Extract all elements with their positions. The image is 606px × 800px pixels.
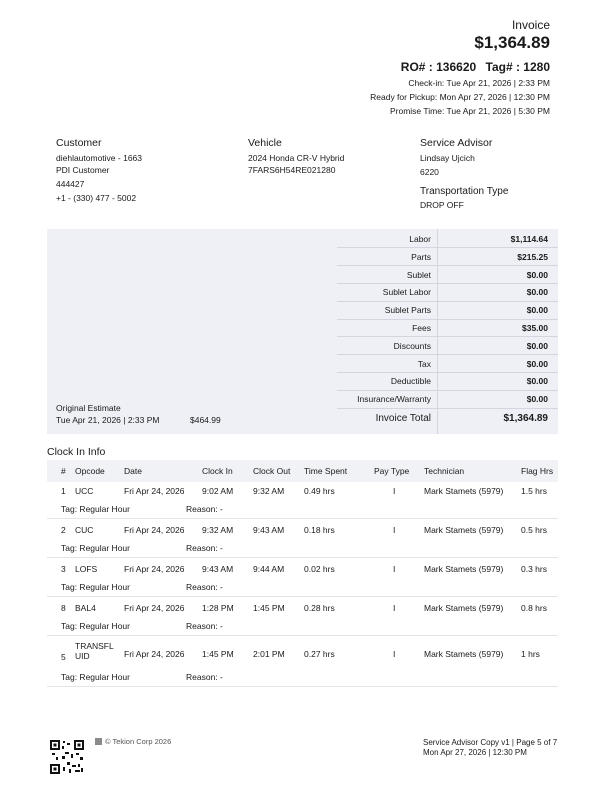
original-estimate-amount: $464.99 bbox=[190, 415, 221, 425]
col-opcode: Opcode bbox=[75, 466, 105, 476]
summary-row bbox=[47, 372, 558, 390]
row-clock-in: 1:45 PM bbox=[202, 649, 234, 659]
row-time-spent: 0.18 hrs bbox=[304, 525, 335, 535]
col-clock-out: Clock Out bbox=[253, 466, 291, 476]
tag-number: Tag# : 1280 bbox=[485, 60, 550, 74]
row-time-spent: 0.49 hrs bbox=[304, 486, 335, 496]
invoice-total-label: Invoice Total bbox=[375, 413, 431, 424]
row-divider bbox=[47, 686, 558, 687]
customer-heading: Customer bbox=[56, 137, 102, 149]
invoice-label: Invoice bbox=[511, 18, 550, 32]
row-reason: Reason: - bbox=[186, 543, 223, 553]
row-tag: Tag: Regular Hour bbox=[61, 543, 130, 553]
row-opcode: BAL4 bbox=[75, 603, 96, 613]
row-flag-hrs: 0.8 hrs bbox=[521, 603, 547, 613]
row-clock-out: 2:01 PM bbox=[253, 649, 285, 659]
row-flag-hrs: 1.5 hrs bbox=[521, 486, 547, 496]
service-advisor-number: 6220 bbox=[420, 167, 439, 177]
row-tag: Tag: Regular Hour bbox=[61, 621, 130, 631]
row-reason: Reason: - bbox=[186, 621, 223, 631]
customer-type: PDI Customer bbox=[56, 165, 110, 175]
check-in-time: Check-in: Tue Apr 21, 2026 | 2:33 PM bbox=[408, 78, 550, 88]
row-flag-hrs: 1 hrs bbox=[521, 649, 540, 659]
promise-time: Promise Time: Tue Apr 21, 2026 | 5:30 PM bbox=[389, 106, 550, 116]
summary-row-label: Sublet Labor bbox=[382, 287, 431, 298]
row-time-spent: 0.27 hrs bbox=[304, 649, 335, 659]
col-flag-hrs: Flag Hrs bbox=[521, 466, 554, 476]
row-clock-out: 9:44 AM bbox=[253, 564, 285, 574]
row-clock-in: 9:43 AM bbox=[202, 564, 234, 574]
original-estimate-date: Tue Apr 21, 2026 | 2:33 PM bbox=[56, 415, 160, 425]
footer-page-info: Service Advisor Copy v1 | Page 5 of 7 bbox=[423, 738, 558, 747]
row-number: 2 bbox=[61, 525, 66, 535]
summary-row-separator bbox=[337, 408, 558, 409]
row-time-spent: 0.28 hrs bbox=[304, 603, 335, 613]
col-pay-type: Pay Type bbox=[374, 466, 410, 476]
row-opcode: LOFS bbox=[75, 564, 98, 574]
row-number: 3 bbox=[61, 564, 66, 574]
row-opcode: CUC bbox=[75, 525, 94, 535]
col-number: # bbox=[61, 466, 66, 476]
summary-row-value: $0.00 bbox=[526, 394, 548, 405]
row-technician: Mark Stamets (5979) bbox=[424, 649, 504, 659]
summary-row bbox=[47, 355, 558, 373]
service-advisor-name: Lindsay Ujcich bbox=[420, 153, 475, 163]
row-reason: Reason: - bbox=[186, 672, 223, 682]
summary-row bbox=[47, 283, 558, 301]
summary-row-value: $0.00 bbox=[526, 376, 548, 387]
row-number: 1 bbox=[61, 486, 66, 496]
transportation-type-heading: Transportation Type bbox=[420, 186, 509, 197]
customer-name: diehlautomotive - 1663 bbox=[56, 153, 143, 163]
row-clock-in: 9:32 AM bbox=[202, 525, 234, 535]
row-clock-in: 1:28 PM bbox=[202, 603, 234, 613]
summary-row-label: Sublet Parts bbox=[384, 305, 431, 316]
row-time-spent: 0.02 hrs bbox=[304, 564, 335, 574]
summary-row-value: $0.00 bbox=[526, 287, 548, 298]
row-date: Fri Apr 24, 2026 bbox=[124, 564, 185, 574]
summary-row-value: $1,114.64 bbox=[510, 234, 548, 244]
summary-row bbox=[47, 390, 558, 408]
summary-row-label: Parts bbox=[411, 251, 431, 262]
invoice-total-amount: $1,364.89 bbox=[474, 33, 550, 52]
col-date: Date bbox=[124, 466, 142, 476]
footer-brand-text: © Tekion Corp 2026 bbox=[105, 737, 172, 746]
qr-code-icon bbox=[50, 740, 84, 774]
ready-for-pickup-time: Ready for Pickup: Mon Apr 27, 2026 | 12:30 PM bbox=[370, 92, 550, 102]
row-date: Fri Apr 24, 2026 bbox=[124, 486, 185, 496]
summary-row-label: Sublet bbox=[406, 269, 431, 280]
invoice-total-value: $1,364.89 bbox=[503, 413, 548, 424]
col-time-spent: Time Spent bbox=[304, 466, 348, 476]
summary-row-label: Deductible bbox=[390, 376, 431, 387]
summary-row-label: Labor bbox=[409, 234, 431, 244]
row-tag: Tag: Regular Hour bbox=[61, 504, 130, 514]
summary-row-value: $215.25 bbox=[517, 251, 548, 262]
ro-number: RO# : 136620 bbox=[400, 60, 477, 74]
summary-row-value: $0.00 bbox=[526, 305, 548, 316]
row-flag-hrs: 0.5 hrs bbox=[521, 525, 547, 535]
row-clock-in: 9:02 AM bbox=[202, 486, 234, 496]
tekion-logo-icon bbox=[95, 738, 102, 745]
row-divider bbox=[47, 557, 558, 558]
row-clock-out: 9:32 AM bbox=[253, 486, 285, 496]
vehicle-vin: 7FARS6H54RE021280 bbox=[248, 165, 336, 175]
summary-row bbox=[47, 337, 558, 355]
row-technician: Mark Stamets (5979) bbox=[424, 603, 504, 613]
row-date: Fri Apr 24, 2026 bbox=[124, 649, 185, 659]
service-advisor-heading: Service Advisor bbox=[420, 137, 493, 149]
footer-printed-date: Mon Apr 27, 2026 | 12:30 PM bbox=[423, 748, 527, 757]
row-pay-type: I bbox=[393, 649, 396, 659]
row-opcode: UCC bbox=[75, 486, 94, 496]
row-date: Fri Apr 24, 2026 bbox=[124, 603, 185, 613]
vehicle-model: 2024 Honda CR-V Hybrid bbox=[248, 153, 345, 163]
row-clock-out: 9:43 AM bbox=[253, 525, 285, 535]
vehicle-section bbox=[248, 137, 344, 176]
row-number: 5 bbox=[61, 652, 66, 662]
row-technician: Mark Stamets (5979) bbox=[424, 525, 504, 535]
col-clock-in: Clock In bbox=[202, 466, 233, 476]
summary-row-value: $0.00 bbox=[526, 358, 548, 369]
row-reason: Reason: - bbox=[186, 582, 223, 592]
row-pay-type: I bbox=[393, 525, 396, 535]
row-clock-out: 1:45 PM bbox=[253, 603, 285, 613]
col-technician: Technician bbox=[424, 466, 465, 476]
row-tag: Tag: Regular Hour bbox=[61, 582, 130, 592]
row-divider bbox=[47, 596, 558, 597]
ro-tag-line bbox=[395, 60, 550, 74]
clock-in-info-title: Clock In Info bbox=[47, 446, 106, 458]
summary-row-label: Tax bbox=[417, 358, 431, 369]
summary-row-value: $0.00 bbox=[526, 269, 548, 280]
summary-row-label: Discounts bbox=[393, 340, 431, 351]
row-opcode: UID bbox=[75, 651, 90, 661]
summary-row bbox=[47, 301, 558, 319]
row-technician: Mark Stamets (5979) bbox=[424, 486, 504, 496]
summary-row bbox=[47, 230, 558, 248]
customer-section bbox=[56, 137, 142, 204]
summary-row-label: Fees bbox=[412, 323, 431, 333]
row-technician: Mark Stamets (5979) bbox=[424, 564, 504, 574]
row-pay-type: I bbox=[393, 486, 396, 496]
customer-id: 444427 bbox=[56, 179, 85, 189]
summary-row bbox=[47, 319, 558, 337]
row-flag-hrs: 0.3 hrs bbox=[521, 564, 547, 574]
summary-row bbox=[47, 266, 558, 284]
summary-row-value: $35.00 bbox=[522, 323, 548, 333]
summary-row-value: $0.00 bbox=[526, 340, 548, 351]
row-pay-type: I bbox=[393, 603, 396, 613]
row-opcode: TRANSFL bbox=[75, 641, 114, 651]
summary-row bbox=[47, 248, 558, 266]
row-pay-type: I bbox=[393, 564, 396, 574]
footer-copy-info bbox=[423, 738, 557, 758]
service-advisor-section bbox=[420, 137, 508, 211]
row-tag: Tag: Regular Hour bbox=[61, 672, 130, 682]
summary-row-label: Insurance/Warranty bbox=[357, 394, 431, 405]
customer-phone: +1 - (330) 477 - 5002 bbox=[56, 193, 137, 203]
invoice-summary-panel bbox=[47, 229, 558, 434]
row-number: 8 bbox=[61, 603, 66, 613]
vehicle-heading: Vehicle bbox=[248, 137, 282, 149]
footer-brand bbox=[95, 737, 171, 746]
row-divider bbox=[47, 518, 558, 519]
row-divider bbox=[47, 635, 558, 636]
row-date: Fri Apr 24, 2026 bbox=[124, 525, 185, 535]
original-estimate-label: Original Estimate bbox=[56, 403, 121, 413]
row-reason: Reason: - bbox=[186, 504, 223, 514]
transportation-type-value: DROP OFF bbox=[420, 200, 464, 210]
